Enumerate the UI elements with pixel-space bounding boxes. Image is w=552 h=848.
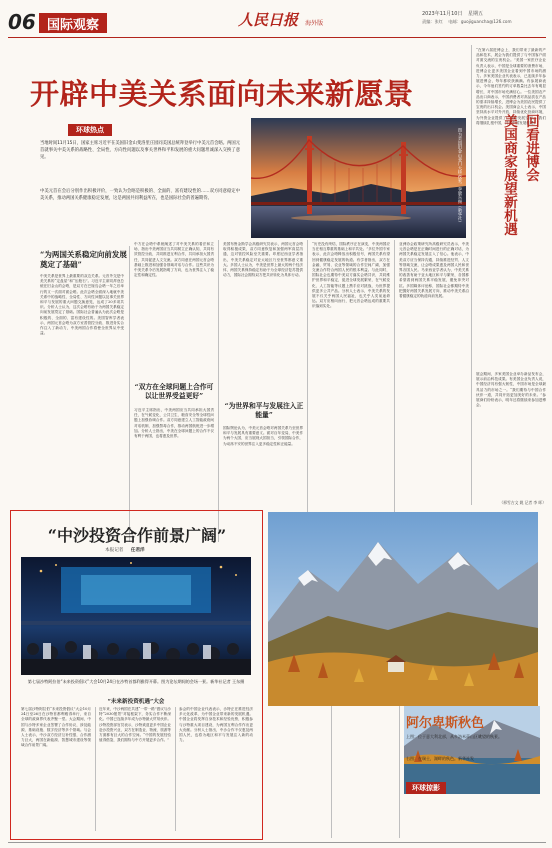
sidebar-text-bottom: 展会期间，多家美国企业举办新品发布会，展示前沿科技成果。有美国企业负责人说，中国经济具有强大韧性，中国市场是全球最具活力的市场之一。“我们期待与中国合作伙伴一道，共同开拓更加美好的未来。”参展商们纷纷表示，明年还将继续来参加进博会。	[476, 372, 546, 408]
scenic-title: 阿尔卑斯秋色	[406, 716, 485, 731]
golden-gate-photo	[251, 118, 466, 238]
scenic-caption-lower: 右图：在瑞士，湖畔的秋色。新华社发	[406, 756, 474, 761]
alps-photo-large	[268, 512, 538, 706]
feature-headline: “中沙投资合作前景广阔”	[47, 526, 227, 545]
editor-name: 责编：张红	[422, 19, 443, 24]
lead-col-5: 亚洲协会政策研究所高级研究员表示，中美元首会晤是在正确时间进行的正确对话，为两国关系稳定发展注入了信心。他表示，中美双方应当保持沟通，持续推进经贸、人文等领域交流，让会晤成果惠及两国人民和世界各国人民。马来西亚学者认为，中美关系的改善有助于亚太地区和平与繁荣，各国都希望看到两国关系平稳发展，避免冲突对抗。多国媒体评论称，国际社会都期待中美把握好两国关系发展方向，推动中美关系沿着健康稳定的轨道向前发展。	[399, 242, 469, 299]
feature-box	[10, 510, 263, 840]
lead-subhead-1: “为两国关系稳定向前发展奠定了基础”	[40, 250, 127, 269]
feature-subhead: “未来新投资机遇”大会	[107, 699, 165, 705]
lead-subhead-2: “双方在全球问题上合作可以让世界受益更好”	[134, 383, 214, 400]
sidebar-headline	[488, 114, 542, 280]
column-divider	[175, 707, 176, 831]
editor-email: 电邮：guojiguancha@126.com	[448, 19, 512, 24]
lead-col-3: 美国布鲁金斯学会高级研究员表示，两国元首会晤取得积极成果，双方同意恢复和加强两军高层沟通，这对管控风险至关重要。印度尼西亚学者指出，中美关系稳定对亚太地区乃至世界都意义重大。多国人士认为，中美是世界上最大的两个经济体，两国关系保持稳定有助于为全球经济复苏提供动力，国际社会期待双方把共识转化为具体行动。	[223, 242, 303, 278]
feature-col-3: 参会的中国企业代表表示，沙特正在推进经济多元化改革，为中国企业带来新的发展机遇。中国企业将发挥自身技术和经验优势，积极参与沙特重大项目建设，为两国互利合作作出更大贡献。分析人士指出，中沙合作不仅惠及两国人民，也将为地区和平与发展注入新的动力。	[179, 707, 253, 743]
editor-line	[422, 19, 512, 25]
lead-col-1: 中美关系是世界上最重要的双边关系。元首外交是中美关系的“定盘星”和“压舱石”。习近平主席同拜登总统在旧金山的会晤，是双方在巴厘岛会晤一年之后举行的又一次面对面会晤。此次会晤全面深入地就中美关系中的战略性、全局性、方向性问题以及事关世界和平与发展的重大问题交换意见，达成了20多项共识。分析人士认为，这次会晤有助于为两国关系稳定向前发展奠定了基础。国际社会普遍认为此次会晤是积极的、全面的、富有建设性的。美国智库学者表示，两国元首会晤为双方妥善管控分歧、推进务实合作注入了新动力，中美两国合作将使全世界从中受益。	[40, 274, 124, 336]
scenic-tag: 环球掠影	[406, 782, 446, 794]
sidebar-byline: （邢雪吉文 姚 记者 李 晖）	[499, 500, 546, 505]
lead-intro-2: 中美元首在会后分别作出积极评价，一致认为会晤是积极的、全面的、富有建设性的……双方同意稳定中美关系，推动两国关系健康稳定发展，这是两国共同利益所在，也是国际社会的普遍期待。	[40, 189, 240, 201]
lead-col-2b: 习近平主席指出，中美两国应当共同承担大国责任，在气候变化、公共卫生、粮食安全等全球性问题上加强协调合作。双方同意建立人工智能政府间对话机制，加强禁毒合作，推动两国航班进一步增加。分析人士指出，中美在全球问题上的合作不仅有利于两国，也将惠及世界。	[134, 408, 214, 439]
section-label: 国际观察	[39, 13, 107, 33]
sidebar-headline-line2: 美国商家展望新机遇	[501, 114, 517, 236]
paper-name: 人民日报	[238, 11, 299, 29]
sidebar-divider	[471, 45, 472, 505]
issue-date: 2023年11月10日	[422, 11, 463, 17]
lead-section-tag: 环球热点	[68, 124, 112, 136]
masthead-rule	[8, 37, 546, 38]
conference-photo	[21, 557, 251, 675]
feature-col-1: 第七届沙特阿拉伯“未来投资倡议”大会10月24日至26日在沙特首都利雅得举行，来自全球的政商界代表齐聚一堂。大会期间，中国与沙特多家企业签署了合作协议，涉及能源、基础设施、数字经济等多个领域。与会人士表示，中沙双方经济互补性强，合作潜力巨大，两国在新能源、智慧城市建设等领域合作前景广阔。	[21, 707, 91, 748]
feature-byline-author: 任君洋	[130, 548, 145, 553]
paper-logo	[238, 9, 323, 30]
page-number: 06	[8, 10, 36, 34]
photo-caption-vertical: 图为美国旧金山金门大桥夜景。李晓东摄（新华社）	[458, 128, 463, 225]
column-divider	[307, 240, 308, 542]
lead-col-2: 中方在会晤中系统阐述了对中美关系的看法和立场，指出中美两国应当共同树立正确认知，共同有效管控分歧，共同推进互利合作，共同承担大国责任，共同促进人文交流。双方同意在两国元首会晤基础上推进和加强各领域对话与合作。这些共识为中美关系今后发展指明了方向，也为世界注入了稳定性和确定性。	[134, 242, 214, 278]
lead-subhead-3: “为世界和平与发展注入正能量”	[224, 402, 304, 419]
page-bottom-rule	[8, 842, 546, 843]
alps-autumn-illustration	[268, 512, 538, 706]
column-divider	[95, 707, 96, 831]
issue-weekday: 星期五	[468, 11, 484, 17]
feature-byline	[105, 547, 145, 553]
feature-byline-source: 本报记者	[105, 548, 124, 553]
lead-col-4: “历史没有终结，国际秩序正在演变，中美两国应当在相互尊重的基础上和平共处。”多位外国专家表示，此次会晤释放出积极信号，两国关系有望回到健康稳定发展的轨道。有学者指出，双方在金融、贸易、农业等领域的合作空间广阔，加强交流合作符合两国人民的根本利益。与此同时，国际社会也期待中美双方落实会晤共识，共同维护世界和平稳定，促进全球发展繁荣，在气候变化、人工智能等议题上携手应对挑战，为世界提供更多公共产品。分析人士表示，中美关系的发展不仅关乎两国人民福祉，也关乎人类前途命运。双方应相向而行，把元首会晤达成的重要共识落到实处。	[312, 242, 390, 309]
sidebar-text-top: “在第六届进博会上，我们带来了最新的产品和技术，展会为我们提供了与中国客户面对面交流的宝贵机会。”美国一家医疗企业负责人表示，中国是全球重要的消费市场，进博会让更多美国企业看到中国市场的潜力。多家美国企业代表表示，已连续多年参展进博会，每年都收获满满。有参展商表示，今年他们签约的订单数量比去年有明显增长，对中国市场充满信心。一位美国农产品出口商表示，中国消费者对高品质农产品的需求持续增长，进博会为美国农民提供了宝贵的出口机会。美国商会人士表示，中国坚持高水平对外开放，持续优化营商环境，为外资企业提供了广阔的发展空间。“我们将继续扎根中国，共享中国发展机遇。”	[476, 48, 546, 125]
column-divider	[129, 246, 130, 542]
paper-roman: 海外版	[305, 20, 324, 27]
date-line	[422, 10, 483, 17]
feature-col-2: 近年来，中沙两国在共建“一带一路”倡议与沙特“2030愿景”对接框架下，务实合作不断深化。中国已连续多年成为沙特最大贸易伙伴。沙特投资部官员表示，沙特欢迎更多中国企业赴沙投资兴业，双方在制造业、物流、旅游等方面都有巨大的合作空间。“中国的发展经验值得借鉴，我们期待与中方开展更多合作。”	[99, 707, 171, 743]
lead-headline: 开辟中美关系面向未来新愿景	[30, 77, 414, 111]
scenic-caption-upper: 上图：位于意大利北部，从多洛米蒂山区眺望的秋景。	[406, 734, 502, 739]
lead-col-3b: 国际舆论认为，中美元首会晤对两国关系乃至世界和平与发展具有重要意义。面对百年变局，中美作为两个大国，应当展现大国担当，引领国际合作，为动荡不安的世界注入更多稳定性和正能量。	[223, 426, 303, 446]
golden-gate-illustration	[251, 118, 466, 238]
sidebar-headline-line1: 回看进博会	[523, 114, 539, 182]
masthead	[8, 6, 546, 36]
feature-photo-caption: 第七届沙特阿拉伯“未来投资倡议”大会10月24日在沙特首都利雅得开幕。图为论坛期间的会场一景。新华社记者 王东摄	[27, 679, 245, 684]
lead-intro-text: 11月15日，国家主席习近平在美国旧金山斐洛里庄园同美国总统拜登举行中美元首会晤。两国元首就事关中美关系的战略性、全局性、方向性问题以及事关世界和平和发展的重大问题坦诚深入交换了意见。	[40, 141, 240, 160]
conference-hall-illustration	[21, 557, 251, 675]
column-divider	[394, 240, 395, 542]
lead-intro-prefix: 当地时间	[40, 141, 58, 146]
lead-body	[40, 240, 468, 540]
column-divider	[218, 240, 219, 542]
